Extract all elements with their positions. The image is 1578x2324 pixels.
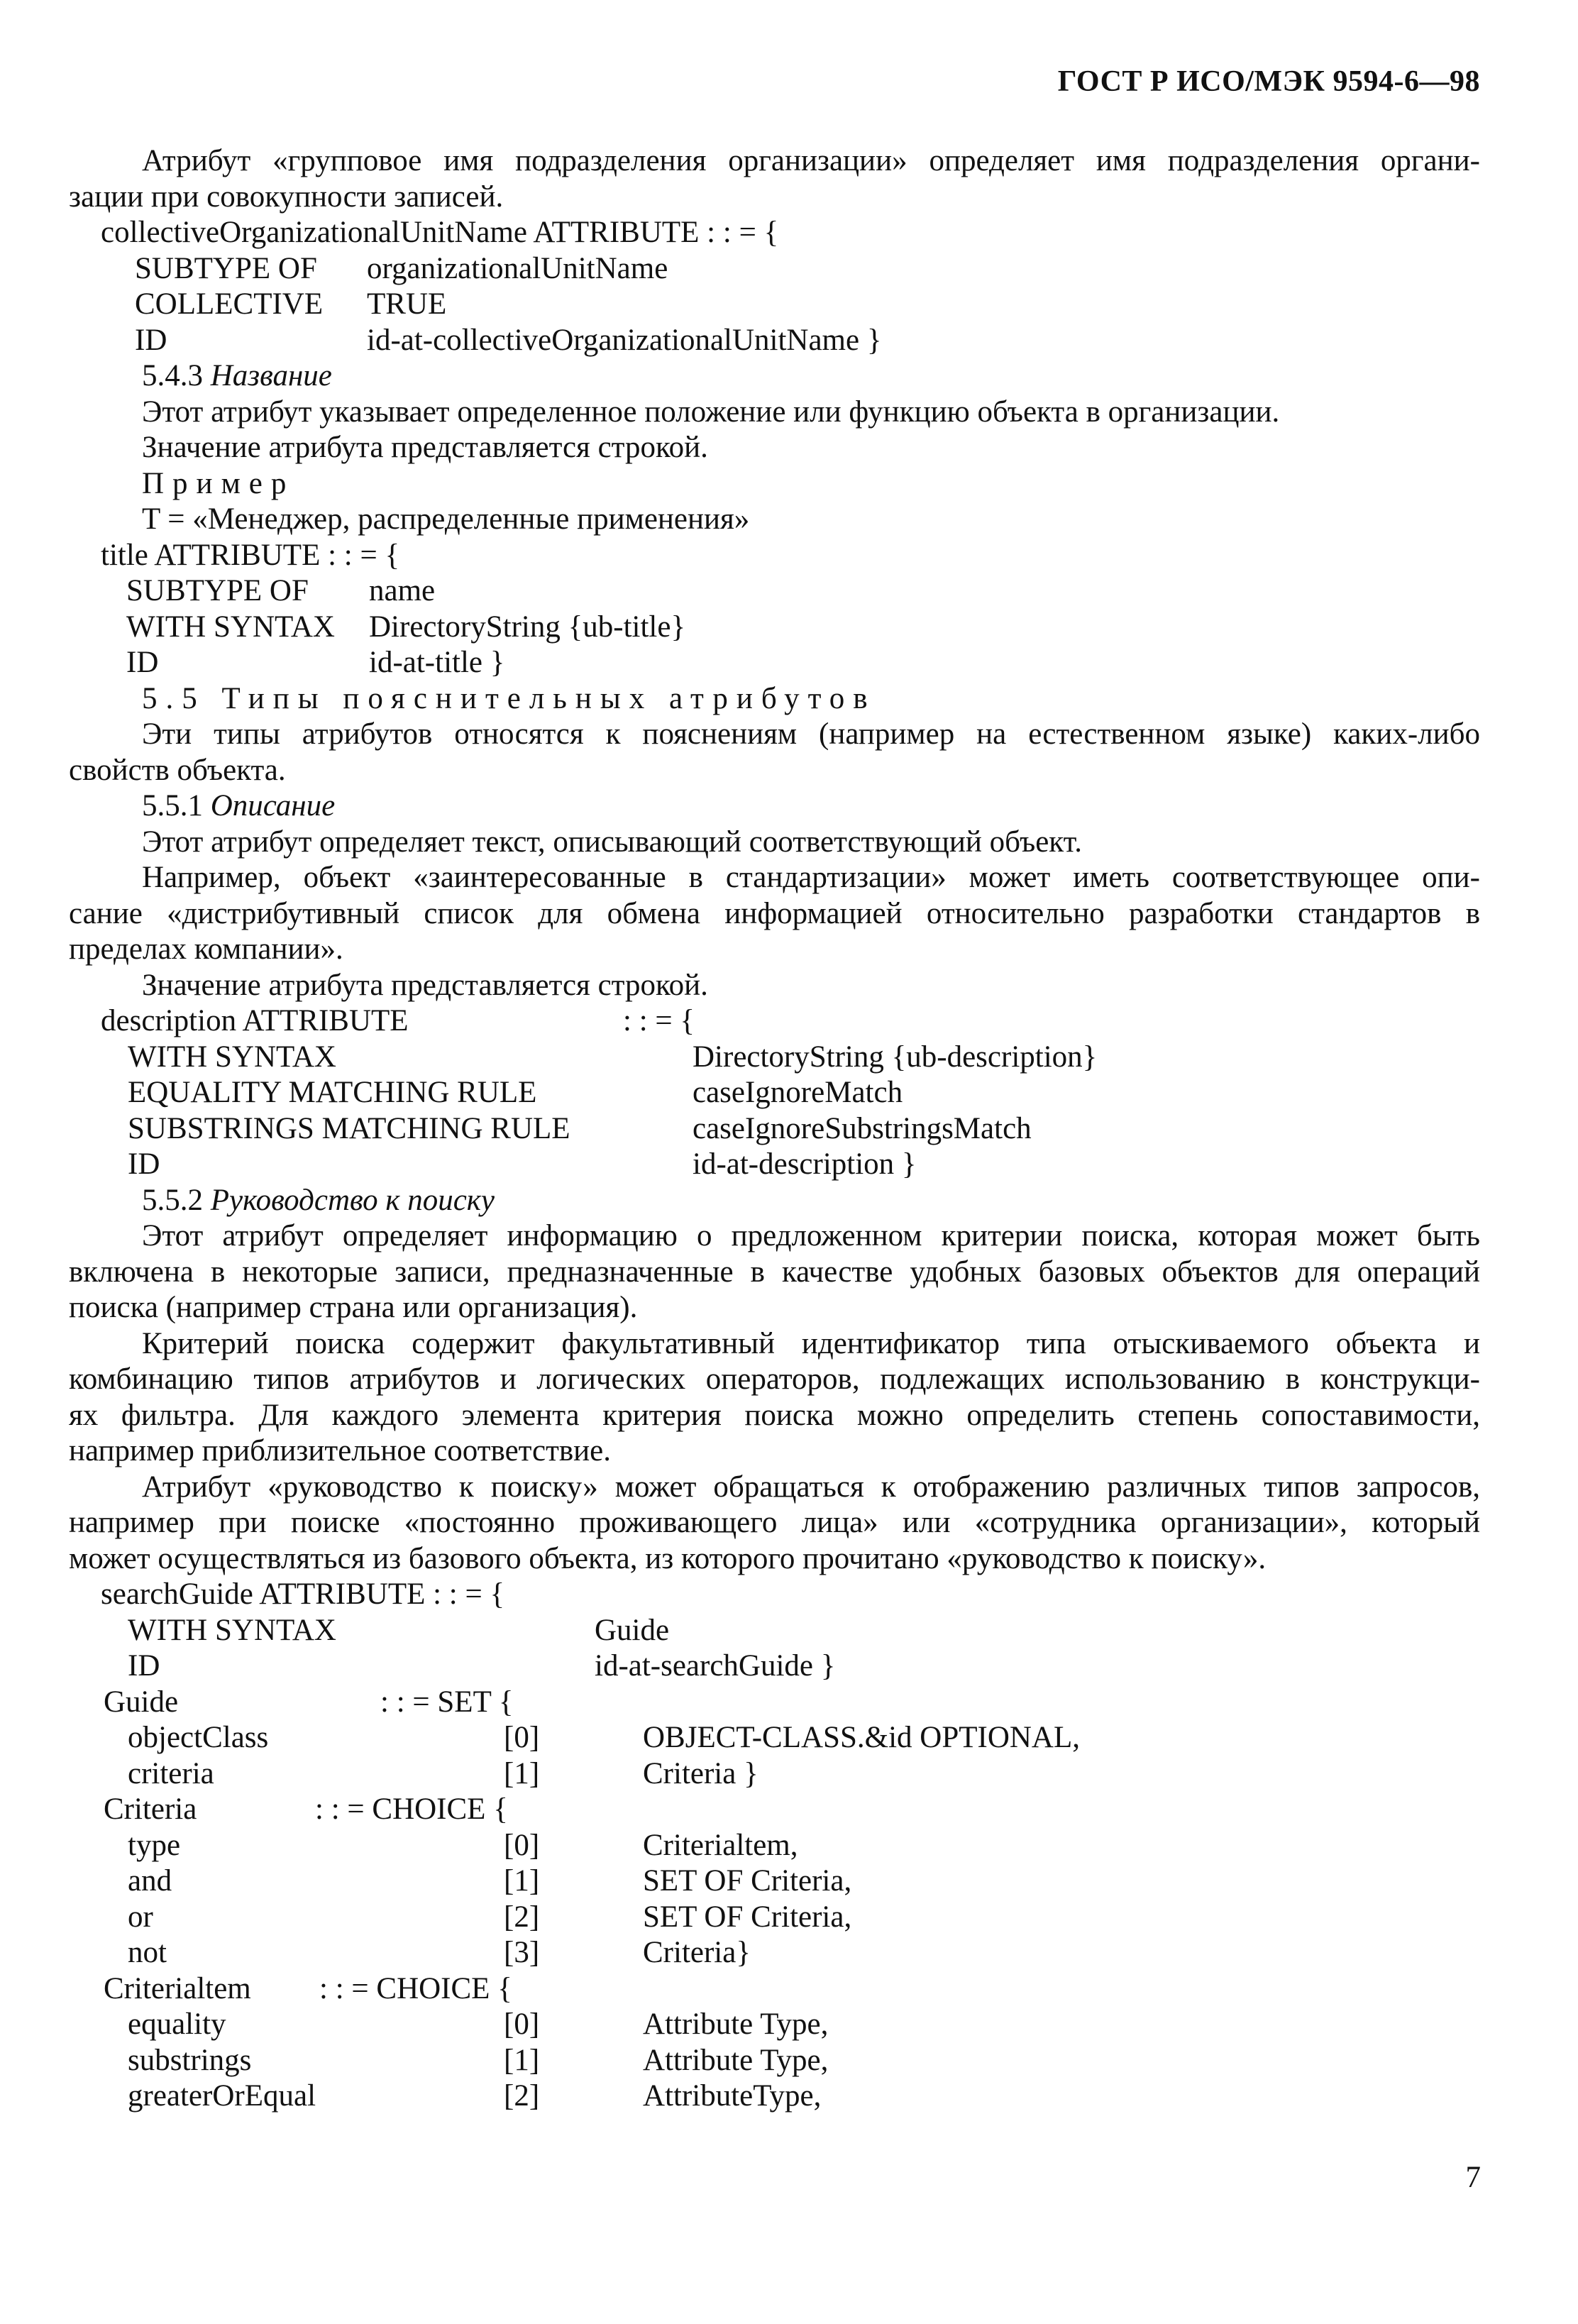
section-number: 5.5.1: [142, 789, 211, 822]
paragraph-line: Атрибут «руководство к поиску» может обращаться к отображению различных типов запросов,: [142, 1470, 1480, 1504]
asn1-keyword: EQUALITY MATCHING RULE: [128, 1076, 537, 1109]
asn1-field: criteria: [128, 1757, 214, 1790]
asn1-field: not: [128, 1936, 167, 1969]
asn1-type-definition: : : = SET {: [380, 1685, 514, 1719]
paragraph-line: Этот атрибут определяет информацию о предложенном критерии поиска, которая может быть: [142, 1219, 1480, 1252]
section-heading: [142, 360, 332, 391]
asn1-declaration: title ATTRIBUTE : : = {: [101, 539, 400, 572]
asn1-tag: [1]: [504, 2044, 540, 2077]
asn1-tag: [1]: [504, 1864, 540, 1898]
paragraph-line: свойств объекта.: [69, 754, 286, 787]
asn1-value: caseIgnoreSubstringsMatch: [693, 1112, 1032, 1145]
asn1-value: id-at-title }: [369, 646, 505, 679]
asn1-type-definition: : : = CHOICE {: [319, 1972, 512, 2005]
asn1-keyword: ID: [128, 1147, 160, 1181]
asn1-keyword: SUBTYPE OF: [126, 574, 309, 607]
paragraph-line: комбинацию типов атрибутов и логических операторов, подлежащих использованию в конструкци-: [69, 1362, 1480, 1396]
asn1-declaration-operator: : : = {: [623, 1004, 695, 1037]
document-header: ГОСТ Р ИСО/МЭК 9594-6—98: [1057, 65, 1480, 98]
paragraph-line: например приблизительное соответствие.: [69, 1434, 612, 1467]
asn1-type-name: Criterialtem: [104, 1972, 251, 2005]
asn1-tag: [0]: [504, 2008, 540, 2041]
section-heading: 5.5 Типы пояснительных атрибутов: [142, 682, 876, 715]
asn1-value: id-at-description }: [693, 1147, 917, 1181]
asn1-type-name: Criteria: [104, 1792, 197, 1826]
asn1-declaration: description ATTRIBUTE: [101, 1004, 409, 1037]
section-number: 5.4.3: [142, 359, 211, 392]
asn1-value: Attribute Type,: [643, 2008, 829, 2041]
asn1-value: caseIgnoreMatch: [693, 1076, 903, 1109]
asn1-field: substrings: [128, 2044, 252, 2077]
asn1-value: AttributeType,: [643, 2079, 822, 2113]
asn1-value: Attribute Type,: [643, 2044, 829, 2077]
paragraph-line: включена в некоторые записи, предназначенные в качестве удобных базовых объектов для операций: [69, 1255, 1480, 1289]
paragraph-line: Этот атрибут определяет текст, описывающий соответствующий объект.: [142, 825, 1082, 859]
asn1-value: id-at-collectiveOrganizationalUnitName }: [367, 324, 882, 357]
asn1-field: greaterOrEqual: [128, 2079, 316, 2113]
section-number: 5.5.2: [142, 1184, 211, 1217]
asn1-keyword: WITH SYNTAX: [128, 1614, 336, 1647]
paragraph-line: Значение атрибута представляется строкой.: [142, 969, 708, 1002]
paragraph-line: поиска (например страна или организация).: [69, 1291, 638, 1324]
asn1-keyword: WITH SYNTAX: [126, 610, 335, 644]
paragraph-line: ях фильтра. Для каждого элемента критерия поиска можно определить степень сопоставимости,: [69, 1399, 1480, 1432]
asn1-field: equality: [128, 2008, 226, 2041]
asn1-value: DirectoryString {ub-title}: [369, 610, 686, 644]
example-text: T = «Менеджер, распределенные применения»: [142, 502, 750, 536]
asn1-keyword: SUBSTRINGS MATCHING RULE: [128, 1112, 570, 1145]
asn1-tag: [0]: [504, 1829, 540, 1862]
asn1-value: SET OF Criteria,: [643, 1900, 852, 1934]
asn1-value: SET OF Criteria,: [643, 1864, 852, 1898]
section-heading: [142, 1185, 495, 1216]
example-label: Пример: [142, 467, 295, 500]
section-heading: [142, 791, 335, 821]
asn1-tag: [2]: [504, 1900, 540, 1934]
paragraph-line: пределах компании».: [69, 932, 343, 966]
asn1-tag: [0]: [504, 1721, 540, 1754]
asn1-tag: [3]: [504, 1936, 540, 1969]
paragraph-line: Эти типы атрибутов относятся к пояснениям (например на естественном языке) каких-либо: [142, 717, 1480, 751]
asn1-declaration: collectiveOrganizationalUnitName ATTRIBUTE : : = {: [101, 216, 779, 249]
asn1-value: name: [369, 574, 436, 607]
asn1-field: type: [128, 1829, 181, 1862]
asn1-value: Criteria}: [643, 1936, 751, 1969]
asn1-field: and: [128, 1864, 172, 1898]
asn1-value: Guide: [595, 1614, 670, 1647]
paragraph-line: Этот атрибут указывает определенное положение или функцию объекта в организации.: [142, 395, 1280, 429]
asn1-value: TRUE: [367, 287, 447, 321]
paragraph-line: Например, объект «заинтересованные в стандартизации» может иметь соответствующее опи-: [142, 861, 1480, 894]
asn1-type-name: Guide: [104, 1685, 179, 1719]
asn1-value: DirectoryString {ub-description}: [693, 1040, 1098, 1074]
paragraph-line: может осуществляться из базового объекта, из которого прочитано «руководство к поиску».: [69, 1542, 1267, 1575]
asn1-value: Criterialtem,: [643, 1829, 798, 1862]
asn1-type-definition: : : = CHOICE {: [315, 1792, 508, 1826]
paragraph-line: например при поиске «постоянно проживающего лица» или «сотрудника организации», который: [69, 1506, 1480, 1539]
asn1-value: id-at-searchGuide }: [595, 1649, 836, 1683]
asn1-keyword: WITH SYNTAX: [128, 1040, 336, 1074]
asn1-keyword: ID: [126, 646, 159, 679]
asn1-field: objectClass: [128, 1721, 269, 1754]
asn1-tag: [2]: [504, 2079, 540, 2113]
paragraph-line: сание «дистрибутивный список для обмена информацией относительно разработки стандартов в: [69, 897, 1480, 930]
asn1-value: organizationalUnitName: [367, 252, 668, 285]
paragraph-line: Атрибут «групповое имя подразделения организации» определяет имя подразделения органи-: [142, 144, 1480, 177]
asn1-keyword: SUBTYPE OF: [135, 252, 317, 285]
asn1-declaration: searchGuide ATTRIBUTE : : = {: [101, 1577, 505, 1611]
asn1-keyword: ID: [135, 324, 167, 357]
page-number: 7: [1465, 2161, 1481, 2194]
section-title: Название: [210, 359, 332, 392]
asn1-value: Criteria }: [643, 1757, 758, 1790]
section-title: Руководство к поиску: [210, 1184, 495, 1217]
asn1-field: or: [128, 1900, 153, 1934]
paragraph-line: Значение атрибута представляется строкой.: [142, 431, 708, 464]
section-title: Описание: [210, 789, 336, 822]
asn1-keyword: COLLECTIVE: [135, 287, 324, 321]
paragraph-line: Критерий поиска содержит факультативный идентификатор типа отыскиваемого объекта и: [142, 1327, 1480, 1360]
asn1-keyword: ID: [128, 1649, 160, 1683]
paragraph-line: зации при совокупности записей.: [69, 180, 504, 214]
asn1-tag: [1]: [504, 1757, 540, 1790]
asn1-value: OBJECT-CLASS.&id OPTIONAL,: [643, 1721, 1081, 1754]
